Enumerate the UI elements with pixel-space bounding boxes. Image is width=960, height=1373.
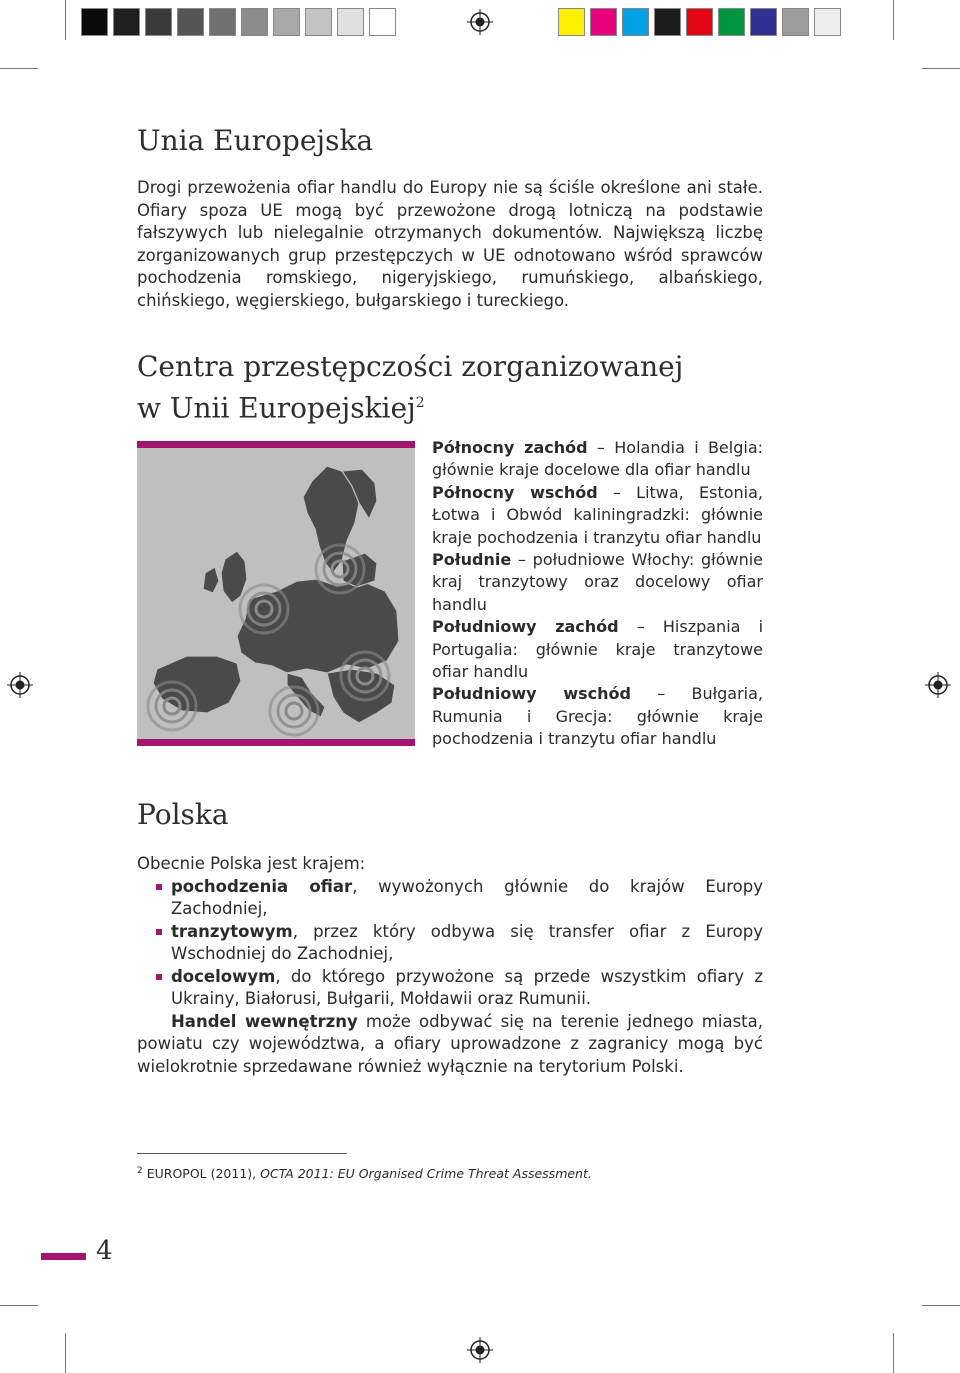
crop-mark	[65, 0, 66, 40]
gray-swatch	[209, 8, 236, 36]
poland-intro: Obecnie Polska jest krajem:	[137, 854, 366, 873]
closing-bold: Handel wewnętrzny	[171, 1011, 358, 1031]
registration-mark-icon	[7, 672, 33, 698]
legend-term: Południe	[432, 550, 512, 570]
role-description: , przez który odbywa się transfer ofiar z Europy Wschodniej do Zachodniej,	[171, 921, 763, 963]
map-bottom-bar	[137, 739, 415, 746]
centers-heading-line1: Centra przestępczości zorganizowanej	[137, 350, 684, 383]
registration-mark-icon	[925, 672, 951, 698]
legend-term: Południowy zachód	[432, 617, 619, 637]
color-swatch	[558, 8, 585, 36]
centers-heading-line2: w Unii Europejskiej	[137, 391, 416, 425]
poland-content	[137, 853, 763, 1078]
ireland-shape	[203, 567, 219, 593]
footnote-rule	[137, 1153, 347, 1154]
bullet-square-icon	[156, 884, 162, 890]
legend-description: Holandia i Belgia: głównie kraje docelowe dla ofiar handlu	[432, 438, 764, 480]
color-swatch	[622, 8, 649, 36]
color-swatch	[654, 8, 681, 36]
page-number: 4	[96, 1236, 113, 1266]
poland-closing-paragraph	[137, 1011, 763, 1079]
legend-dash: –	[511, 550, 533, 570]
footnote-plain: EUROPOL (2011),	[146, 1166, 261, 1182]
legend-description: południowe Włochy: głównie kraj tranzytowy oraz docelowy ofiar handlu	[432, 550, 763, 614]
legend-term: Północny zachód	[432, 438, 588, 457]
bullet-square-icon	[156, 974, 162, 980]
color-swatch	[718, 8, 745, 36]
legend-dash: –	[597, 482, 637, 502]
legend-entry	[432, 616, 763, 683]
hotspot-south	[270, 687, 318, 735]
legend-description: Litwa, Estonia, Łotwa i Obwód kaliningradzki: głównie kraje pochodzenia i tranzytu ofiar handlu	[432, 482, 763, 547]
footnote-reference[interactable]: 2	[415, 395, 425, 411]
footnote-italic: OCTA 2011: EU Organised Crime Threat Assessment.	[260, 1166, 592, 1182]
color-swatch	[782, 8, 809, 36]
eu-paragraph-text: Drogi przewożenia ofiar handlu do Europy nie są ściśle określone ani stałe. Ofiary spoza UE mogą być przewożone drogą lotniczą na podstawie fałszywych lub nielegalnie otrzymanych dokumentów. Największą liczbę zorganizowanych grup przestępczych w UE odnotowano wśród sprawców pochodzenia romskiego, nigeryjskiego, rumuńskiego, albańskiego, chińskiego, węgierskiego, bułgarskiego i tureckiego.	[137, 178, 763, 310]
color-swatch	[686, 8, 713, 36]
bullet-square-icon	[156, 929, 162, 935]
gray-swatch	[337, 8, 364, 36]
gray-swatch	[113, 8, 140, 36]
role-term: pochodzenia ofiar	[171, 876, 353, 896]
legend-description: Bułgaria, Rumunia i Grecja: głównie kraje pochodzenia i tranzytu ofiar handlu	[432, 684, 764, 749]
eu-paragraph	[137, 177, 763, 312]
crop-mark	[893, 1333, 894, 1373]
legend-dash: –	[587, 438, 615, 457]
color-swatch	[814, 8, 841, 36]
role-description: , wywożonych głównie do krajów Europy Zachodniej,	[171, 876, 764, 918]
footnote	[137, 1166, 592, 1181]
poland-role-item	[137, 921, 763, 966]
legend-entry	[432, 549, 763, 616]
role-description: , do którego przywożone są przede wszystkim ofiary z Ukrainy, Białorusi, Bułgarii, Mołdawii oraz Rumunii.	[171, 966, 763, 1008]
gray-swatch	[81, 8, 108, 36]
hotspot-south-west	[148, 682, 196, 730]
registration-mark-icon	[467, 9, 493, 35]
crop-mark	[0, 1305, 38, 1306]
registration-mark-icon	[467, 1337, 493, 1363]
poland-role-item	[137, 876, 763, 921]
color-swatch	[590, 8, 617, 36]
crop-mark	[0, 68, 38, 69]
hotspot-north-east	[316, 545, 364, 593]
legend-term: Południowy wschód	[432, 684, 631, 704]
footnote-marker: 2	[137, 1166, 143, 1176]
legend-entry	[432, 437, 763, 482]
section-heading-eu: Unia Europejska	[137, 124, 374, 157]
section-heading-centers	[137, 349, 683, 426]
gray-swatch	[177, 8, 204, 36]
gray-swatch	[369, 8, 396, 36]
role-term: tranzytowym	[171, 921, 293, 941]
role-term: docelowym	[171, 966, 276, 986]
gray-swatch	[273, 8, 300, 36]
closing-rest: może odbywać się na terenie jednego miasta, powiatu czy województwa, a ofiary uprowadzone z zagranicy mogą być wielokrotnie sprzedawane również wyłącznie na terytorium Polski.	[137, 1011, 763, 1076]
map-legend	[432, 437, 763, 751]
gray-swatch	[305, 8, 332, 36]
color-swatch	[750, 8, 777, 36]
legend-description: Hiszpania i Portugalia: głównie kraje tranzytowe ofiar handlu	[432, 617, 764, 682]
section-heading-poland: Polska	[137, 798, 229, 831]
legend-term: Północny wschód	[432, 482, 598, 502]
poland-role-list	[137, 876, 763, 1011]
crop-mark	[65, 1333, 66, 1373]
legend-dash: –	[630, 684, 692, 704]
gray-swatch	[241, 8, 268, 36]
legend-entry	[432, 683, 763, 750]
poland-role-item	[137, 966, 763, 1011]
legend-entry	[432, 482, 763, 549]
europe-map-graphic	[137, 441, 415, 746]
crop-mark	[922, 1305, 960, 1306]
balkans-shape	[327, 669, 395, 723]
crop-mark	[893, 0, 894, 40]
europe-crime-centers-map	[137, 441, 415, 746]
gray-swatch	[145, 8, 172, 36]
page-number-bar	[41, 1253, 86, 1260]
crop-mark	[922, 68, 960, 69]
legend-dash: –	[618, 617, 663, 637]
